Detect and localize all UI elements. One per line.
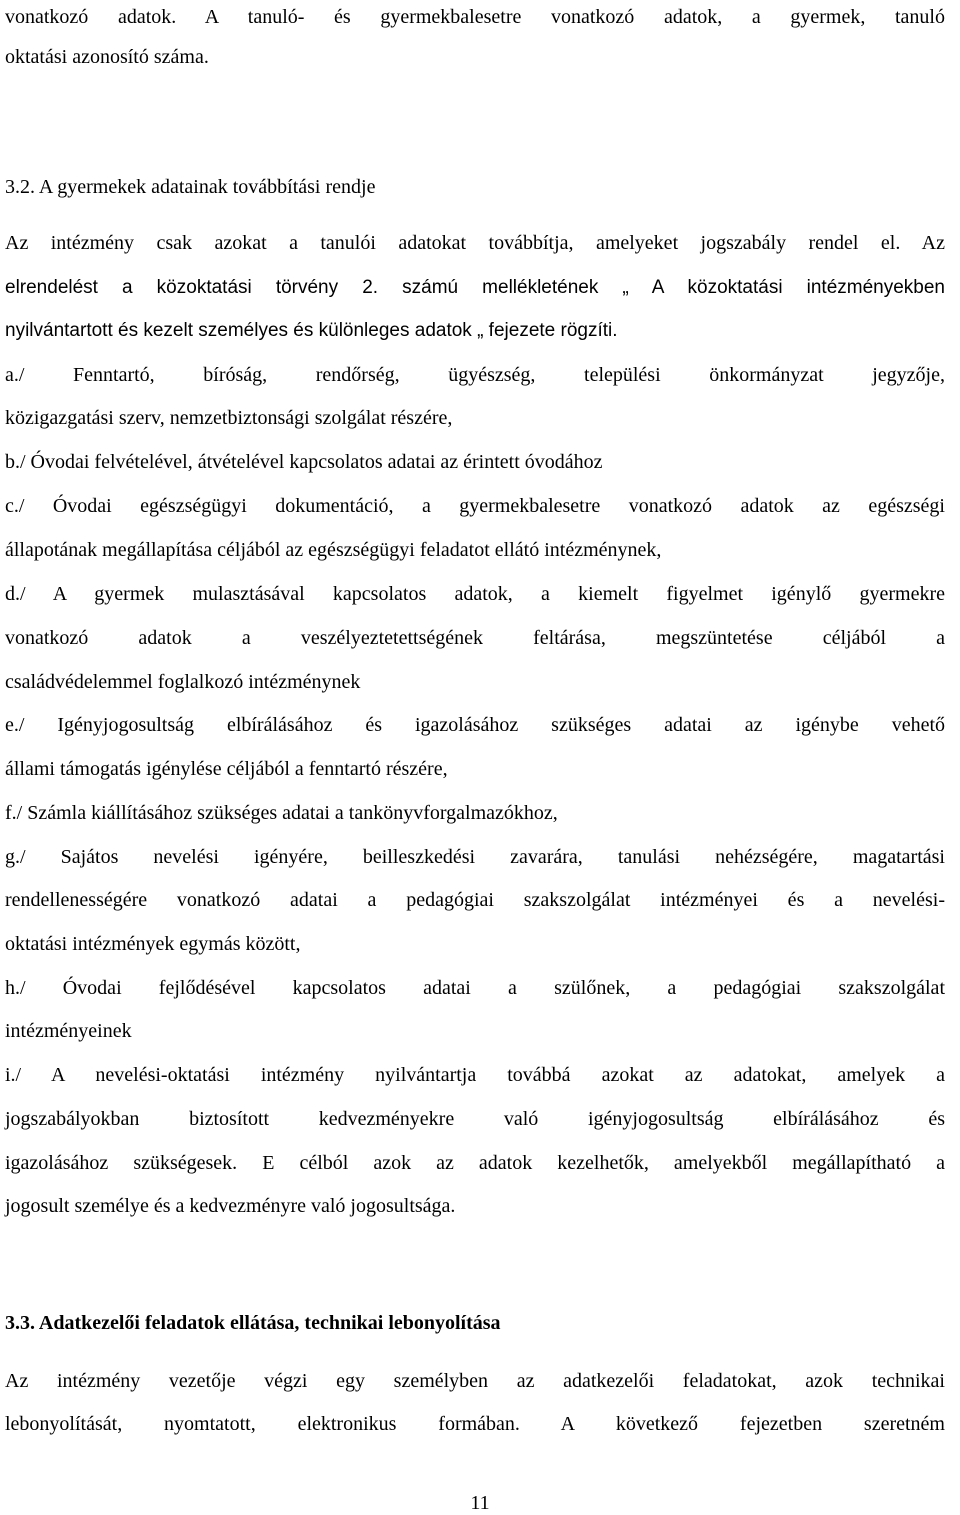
body-text-line: Az intézmény vezetője végzi egy személyben az adatkezelői feladatokat, azok technikai [5,1370,945,1392]
body-text-line: elrendelést a közoktatási törvény 2. számú mellékletének „ A közoktatási intézményekben [5,277,945,298]
list-item-e: e./ Igényjogosultság elbírálásához és igazolásához szükséges adatai az igénybe vehető [5,714,945,736]
section-heading: 3.3. Adatkezelői feladatok ellátása, technikai lebonyolítása [5,1312,501,1334]
list-item-g: g./ Sajátos nevelési igényére, beilleszkedési zavarára, tanulási nehézségére, magatartási [5,846,945,868]
body-text-line: lebonyolítását, nyomtatott, elektronikus formában. A következő fejezetben szeretném [5,1413,945,1435]
list-item-i: i./ A nevelési-oktatási intézmény nyilvántartja továbbá azokat az adatokat, amelyek a [5,1064,945,1086]
list-item-i-cont: igazolásához szükségesek. E célból azok az adatok kezelhetők, amelyekből megállapítható a [5,1152,945,1174]
list-item-e-cont: állami támogatás igénylése céljából a fenntartó részére, [5,758,448,780]
list-item-a-cont: közigazgatási szerv, nemzetbiztonsági szolgálat részére, [5,407,453,429]
list-item-g-cont: rendellenességére vonatkozó adatai a pedagógiai szakszolgálat intézményei és a nevelési- [5,889,945,911]
list-item-b: b./ Óvodai felvételével, átvételével kapcsolatos adatai az érintett óvodához [5,451,603,473]
list-item-h-cont: intézményeinek [5,1020,132,1042]
list-item-c: c./ Óvodai egészségügyi dokumentáció, a gyermekbalesetre vonatkozó adatok az egészségi [5,495,945,517]
body-text-line: oktatási azonosító száma. [5,46,209,68]
list-item-d-cont: családvédelemmel foglalkozó intézménynek [5,671,361,693]
list-item-c-cont: állapotának megállapítása céljából az egészségügyi feladatot ellátó intézménynek, [5,539,662,561]
list-item-d-cont: vonatkozó adatok a veszélyeztetettségének feltárása, megszüntetése céljából a [5,627,945,649]
body-text-line: Az intézmény csak azokat a tanulói adatokat továbbítja, amelyeket jogszabály rendel el. Az [5,232,945,254]
list-item-h: h./ Óvodai fejlődésével kapcsolatos adatai a szülőnek, a pedagógiai szakszolgálat [5,977,945,999]
page-number: 11 [470,1492,490,1514]
body-text-line: nyilvántartott és kezelt személyes és különleges adatok „ fejezete rögzíti. [5,320,618,341]
list-item-g-cont: oktatási intézmények egymás között, [5,933,301,955]
list-item-a: a./ Fenntartó, bíróság, rendőrség, ügyészség, települési önkormányzat jegyzője, [5,364,945,386]
list-item-i-cont: jogszabályokban biztosított kedvezményekre való igényjogosultság elbírálásához és [5,1108,945,1130]
section-heading: 3.2. A gyermekek adatainak továbbítási rendje [5,176,376,198]
list-item-d: d./ A gyermek mulasztásával kapcsolatos adatok, a kiemelt figyelmet igénylő gyermekre [5,583,945,605]
body-text-line: vonatkozó adatok. A tanuló- és gyermekbalesetre vonatkozó adatok, a gyermek, tanuló [5,6,945,28]
list-item-f: f./ Számla kiállításához szükséges adatai a tankönyvforgalmazókhoz, [5,802,558,824]
list-item-i-cont: jogosult személye és a kedvezményre való jogosultsága. [5,1195,456,1217]
